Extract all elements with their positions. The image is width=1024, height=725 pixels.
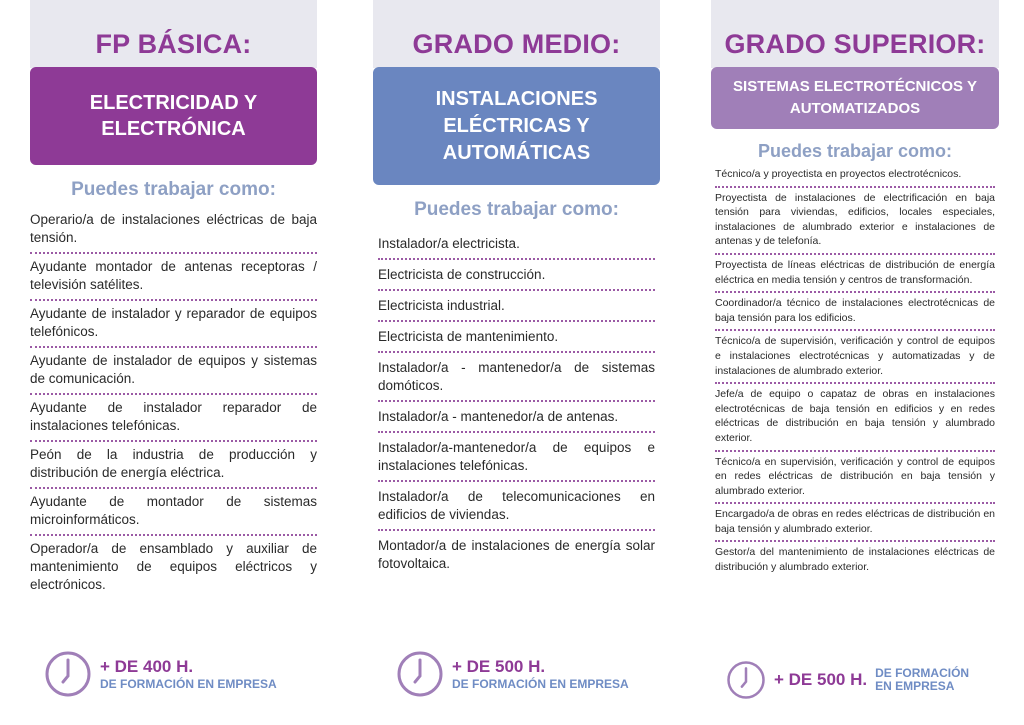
clock-icon	[44, 650, 92, 698]
job-item: Coordinador/a técnico de instalaciones electrotécnicas de baja tensión para los edificios.	[715, 293, 995, 331]
job-item: Ayudante de montador de sistemas microinformáticos.	[30, 489, 317, 536]
job-item: Gestor/a del mantenimiento de instalaciones eléctricas de distribución y alumbrado exterior.	[715, 546, 995, 574]
job-item: Ayudante de instalador de equipos y sistemas de comunicación.	[30, 348, 317, 395]
job-item: Proyectista de líneas eléctricas de distribución de energía eléctrica en media tensión y centros de transformación.	[715, 255, 995, 293]
course-title: INSTALACIONES ELÉCTRICAS Y AUTOMÁTICAS	[435, 87, 598, 164]
job-item: Instalador/a - mantenedor/a de sistemas domóticos.	[378, 353, 655, 402]
hours-value: + DE 500 H.	[452, 657, 546, 676]
level-band	[30, 0, 317, 68]
job-item: Electricista de construcción.	[378, 260, 655, 291]
job-item: Ayudante montador de antenas receptoras / televisión satélites.	[30, 254, 317, 301]
course-title-box	[373, 67, 660, 185]
job-item: Técnico/a y proyectista en proyectos electrotécnicos.	[715, 164, 995, 188]
clock-icon	[726, 660, 766, 700]
job-item: Montador/a de instalaciones de energía solar fotovoltaica.	[378, 538, 655, 571]
hours-label: DE FORMACIÓN EN EMPRESA	[875, 666, 970, 693]
hours-label: DE FORMACIÓN EN EMPRESA	[100, 677, 277, 691]
course-title-box	[30, 67, 317, 165]
job-list	[30, 207, 317, 599]
job-list	[373, 229, 660, 578]
hours-label: DE FORMACIÓN EN EMPRESA	[452, 677, 629, 691]
job-item: Instalador/a de telecomunicaciones en edificios de viviendas.	[378, 482, 655, 531]
job-list	[711, 164, 999, 579]
job-item: Electricista industrial.	[378, 291, 655, 322]
job-item: Instalador/a-mantenedor/a de equipos e instalaciones telefónicas.	[378, 433, 655, 482]
job-item: Ayudante de instalador reparador de instalaciones telefónicas.	[30, 395, 317, 442]
work-heading: Puedes trabajar como:	[757, 141, 953, 161]
course-title: ELECTRICIDAD Y ELECTRÓNICA	[89, 92, 258, 140]
column-grado-medio	[373, 0, 660, 578]
job-item: Operario/a de instalaciones eléctricas de baja tensión.	[30, 207, 317, 254]
course-title-box	[711, 67, 999, 129]
hours-badge	[396, 650, 629, 698]
level-band	[373, 0, 660, 68]
job-item: Electricista de mantenimiento.	[378, 322, 655, 353]
job-item: Operador/a de ensamblado y auxiliar de mantenimiento de equipos eléctricos y electrónicos.	[30, 541, 317, 592]
hours-badge	[726, 660, 985, 700]
job-item: Peón de la industria de producción y distribución de energía eléctrica.	[30, 442, 317, 489]
hours-badge	[44, 650, 277, 698]
hours-value: + DE 400 H.	[100, 657, 194, 676]
column-grado-superior	[711, 0, 999, 579]
job-item: Técnico/a en supervisión, verificación y control de equipos en redes eléctricas de distribución en baja tensión y alumbrado exterior.	[715, 452, 995, 505]
level-title: GRADO SUPERIOR:	[724, 28, 986, 59]
job-item: Ayudante de instalador y reparador de equipos telefónicos.	[30, 301, 317, 348]
job-item: Instalador/a electricista.	[378, 229, 655, 260]
job-item: Jefe/a de equipo o capataz de obras en instalaciones electrotécnicas de baja tensión en edificios y en redes eléctricas de distribución en baja tensión y alumbrado exterior.	[715, 384, 995, 451]
job-item: Técnico/a de supervisión, verificación y control de equipos e instalaciones electrotécnicas y automatizadas y de instalaciones de alumbrado exterior.	[715, 331, 995, 384]
job-item: Encargado/a de obras en redes eléctricas de distribución en baja tensión y alumbrado exterior.	[715, 504, 995, 542]
hours-value: + DE 500 H.	[774, 670, 868, 689]
work-heading: Puedes trabajar como:	[414, 199, 619, 220]
job-item: Proyectista de instalaciones de electrificación en baja tensión para viviendas, edificios, locales especiales, instalaciones de alumbrado exterior e instalaciones de antenas y de telefonía.	[715, 188, 995, 255]
level-band	[711, 0, 999, 68]
column-fp-basica	[30, 0, 317, 599]
level-title: FP BÁSICA:	[95, 28, 252, 59]
level-title: GRADO MEDIO:	[412, 28, 621, 59]
course-title: SISTEMAS ELECTROTÉCNICOS Y AUTOMATIZADOS	[733, 78, 977, 117]
job-item: Instalador/a - mantenedor/a de antenas.	[378, 402, 655, 433]
clock-icon	[396, 650, 444, 698]
work-heading: Puedes trabajar como:	[71, 179, 276, 200]
